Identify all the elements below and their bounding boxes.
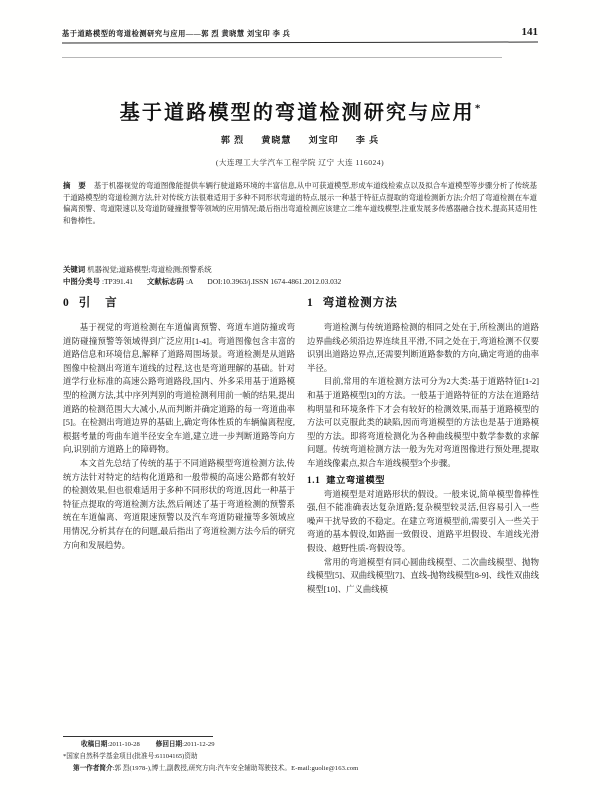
section-number-0: 0	[63, 297, 70, 309]
clc-label: 中图分类号	[63, 277, 100, 286]
author-list	[0, 133, 600, 146]
clc-value: TP391.41	[104, 277, 133, 286]
paragraph: 基于视觉的弯道检测在车道偏离预警、弯道车道防撞或弯道防碰撞预警等领域得到广泛应用[1-4]。弯道图像包含丰富的道路信息和环境信息,解释了道路周围场景。弯道检测是从道路图像中检测出弯道车道线的过程,这也是弯道理解的基础。针对道学行业标准的高速公路弯道路段,国内、外多采用基于道路模型的检测方法,其中序列判别的弯道检测利用前一帧的结果,提出道路的检测范围大大减小,从而判断并确定道路的每一弯道曲率[5]。在检测出弯道边界的基础上,确定弯体性质的车辆偏离程度,根据考量的弯曲车道半径安全车道,建立进一步判断道路等向方向,识别前方道路上的障碍物。	[63, 323, 295, 455]
header-rule	[62, 42, 538, 44]
right-column	[307, 296, 539, 596]
abstract-block	[63, 180, 537, 226]
doi-value: 10.3963/j.ISSN 1674-4861.2012.03.032	[222, 277, 342, 286]
page-title	[0, 96, 600, 125]
footnote-funding: *国家自然科学基金项目(批准号:61104165)资助	[63, 753, 198, 760]
subsection-title: 建立弯道模型	[326, 474, 386, 485]
paragraph: 弯道模型是对道路形状的假设。一般来说,简单模型鲁棒性强,但不能准确表达复杂道路;复杂模型较灵活,但容易引入一些噪声干扰导致的不稳定。在建立弯道模型前,需要引入一些关于弯道的基本假设,如路面一致假设、道路平坦假设、车道线光滑假设、越野性质-弯假设等。	[307, 489, 539, 553]
author-4: 李 兵	[355, 135, 380, 145]
section-heading-1	[307, 296, 539, 310]
author-3: 刘宝印	[308, 135, 339, 145]
abstract-label: 摘 要	[63, 181, 89, 190]
section-heading-0	[63, 296, 295, 310]
footnote-rule	[63, 736, 213, 737]
keywords-label: 关键词	[63, 265, 86, 274]
section-number-1: 1	[307, 297, 314, 309]
paragraph: 弯道检测与传统道路检测的相同之处在于,所检测出的道路边界曲线必须沿边界连续且平滑,不同之处在于,弯道检测不仅要识别出道路边界点,还需要判断道路参数的方向,确定弯道的曲率半径。	[307, 323, 539, 373]
keywords-text: 机器视觉;道路模型;弯道检测;预警系统	[87, 265, 212, 274]
page-number: 141	[521, 26, 538, 38]
doc-code-value: A	[188, 277, 194, 286]
subsection-number: 1.1	[307, 474, 321, 485]
received-value: 2011-10-28	[109, 741, 140, 748]
footnote-author-bio: 第一作者简介:郭 烈(1978-),博士,副教授,研究方向:汽车安全辅助驾驶技术。E-mail:guolie@163.com	[73, 765, 359, 772]
received-label: 收稿日期	[81, 741, 108, 748]
classification-line: 中图分类号 :TP391.41 文献标志码 :A DOI:10.3963/j.ISSN 1674-4861.2012.03.032	[63, 277, 342, 286]
doi-label: DOI	[207, 277, 221, 286]
page-title-text: 基于道路模型的弯道检测研究与应用	[119, 102, 475, 124]
header-rule-secondary	[62, 57, 502, 58]
footnote-dates: 收稿日期:2011-10-28 修回日期:2011-12-29	[81, 741, 215, 748]
paragraph: 本文首先总结了传统的基于不同道路模型弯道检测方法,传统方法针对特定的结构化道路和一般带模的高速公路都有较好的检测效果,但也很难适用于多种不同形状的弯道,因此一种基于特征点提取的弯道检测方法,然后阐述了基于弯道检测的预警系统在车道偏离、弯道限速预警以及汽车弯道防碰撞等多领域应用情况,分析其存在的问题,最后指出了弯道检测方法今后的研究方向和发展趋势。	[63, 458, 295, 550]
running-head	[62, 27, 538, 38]
section-title-0: 引 言	[78, 297, 123, 309]
title-footnote-marker: *	[474, 102, 481, 115]
left-column	[63, 296, 295, 552]
paragraph: 目前,常用的车道检测方法可分为2大类:基于道路特征[1-2]和基于道路模型[3]的方法。一般基于道路特征的方法在道路结构明显和环境条件下才会有较好的检测效果,而基于道路模型的方法可以克服此类的缺陷,因而弯道模型的方法也是基于道路模型的方法。即将弯道检测化为各种曲线模型中数学参数的求解问题。传统弯道检测方法一般为先对弯道图像进行预处理,提取车道线像素点,拟合车道线模型3个步骤。	[307, 377, 539, 468]
author-1: 郭 烈	[220, 135, 245, 145]
section-title-1: 弯道检测方法	[322, 297, 398, 309]
affiliation: (大连理工大学汽车工程学院 辽宁 大连 116024)	[215, 158, 385, 167]
keywords-line	[63, 264, 537, 276]
subsection-heading-1-1	[307, 474, 539, 487]
doc-code-label: 文献标志码	[146, 277, 184, 286]
revised-value: 2011-12-29	[183, 741, 215, 748]
paragraph: 常用的弯道模型有同心圆曲线模型、二次曲线模型、抛物线模型[5]、双曲线模型[7]、直线-抛物线模型[8-9]、线性双曲线模型[10]、广义曲线模	[307, 557, 539, 594]
running-head-text: 基于道路模型的弯道检测研究与应用——郭 烈 黄晓慧 刘宝印 李 兵	[62, 29, 291, 38]
author-2: 黄晓慧	[261, 135, 292, 145]
abstract-text: 基于机器视觉的弯道图像能提供车辆行驶道路环境的丰富信息,从中可获道模型,形成车道线检索点以及拟合车道模型等步骤分析了传统基于道路模型的弯道检测方法,针对传统方法很难适用于多种不同形状弯道的特点,展示一种基于特征点提取的弯道检测新方法;介绍了弯道检测在车道偏离预警、弯道限速以及弯道防碰撞报警等领域的应用情况;最后指出弯道检测应该建立二维车道线模型,注重发展多传感器融合技术,提高其适用性和鲁棒性。	[63, 181, 537, 225]
author-bio-text: 郭 烈(1978-),博士,副教授,研究方向:汽车安全辅助驾驶技术。E-mail:guolie@163.com	[114, 765, 359, 772]
revised-label: 修回日期	[155, 741, 183, 748]
abstract-paragraph	[63, 180, 537, 226]
author-bio-label: 第一作者简介	[73, 765, 113, 772]
